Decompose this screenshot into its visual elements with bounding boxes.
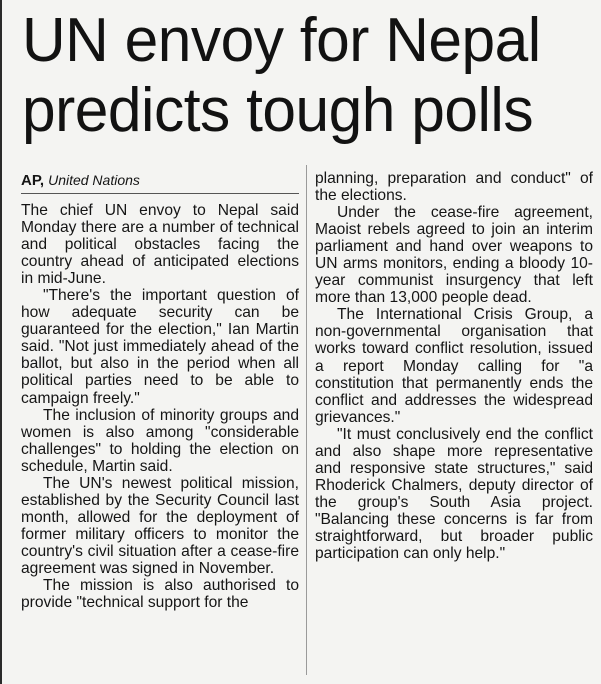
paragraph: planning, preparation and conduct" of the elections. xyxy=(315,170,593,205)
paragraph: "There's the important question of how adequate security can be guaranteed for the election," Ian Martin said. "Not just immediately ahead of the ballot, but also in the period when all political parties need to be able to campaign freely." xyxy=(21,287,299,407)
byline-place: United Nations xyxy=(48,172,140,188)
paragraph: "It must conclusively end the conflict and also shape more representative and responsive state structures," said Rhoderick Chalmers, deputy director of the group's South Asia project. "Balancing these concerns is far from straightforward, but broader public participation can only help." xyxy=(315,425,593,563)
column-divider xyxy=(306,165,307,675)
paragraph: The International Crisis Group, a non-governmental organisation that works toward conflict resolution, issued a report Monday calling for "a constitution that permanently ends the conflict and addresses the widespread grievances." xyxy=(315,306,593,426)
paragraph: The UN's newest political mission, established by the Security Council last month, allowed for the deployment of former military officers to monitor the country's civil situation after a cease-fire agreement was signed in November. xyxy=(21,474,299,577)
right-column xyxy=(315,170,593,562)
left-column xyxy=(21,166,299,611)
paragraph: The inclusion of minority groups and women is also among "considerable challenges" to holding the election on schedule, Martin said. xyxy=(21,406,299,475)
headline: UN envoy for Nepal predicts tough polls xyxy=(22,6,541,145)
byline xyxy=(21,172,299,194)
byline-agency: AP, xyxy=(21,172,45,189)
paragraph: Under the cease-fire agreement, Maoist rebels agreed to join an interim parliament and hand over weapons to UN arms monitors, ending a bloody 10-year communist insurgency that left more than 13,000 people dead. xyxy=(315,204,593,307)
paragraph: The chief UN envoy to Nepal said Monday there are a number of technical and political obstacles facing the country ahead of anticipated elections in mid-June. xyxy=(21,202,299,288)
paragraph: The mission is also authorised to provide "technical support for the xyxy=(21,577,299,612)
